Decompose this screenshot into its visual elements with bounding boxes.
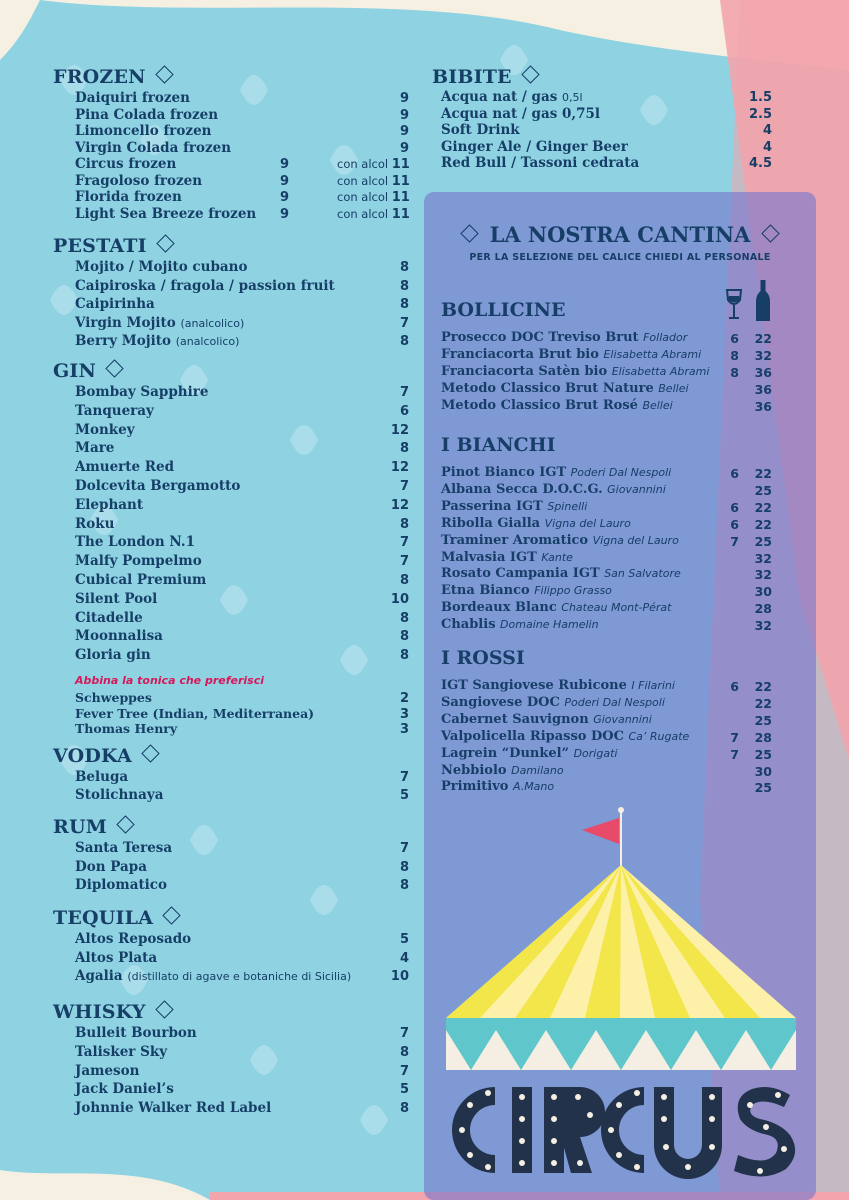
tonic-price: 3	[399, 722, 409, 737]
item-price: 5	[399, 1082, 409, 1098]
menu-item-name	[75, 497, 143, 513]
bottle-price: 32	[754, 550, 772, 566]
alcohol-price-value: 11	[391, 206, 410, 222]
circus-tent-illustration	[440, 800, 800, 1075]
drink-price: 2.5	[748, 106, 772, 122]
item-price: 8	[399, 334, 409, 349]
diamond-icon	[521, 65, 539, 83]
section-title	[53, 745, 157, 767]
wine-row	[441, 550, 573, 565]
menu-item-name	[75, 156, 176, 172]
wine-row	[441, 729, 689, 744]
drink-price: 4	[762, 139, 772, 155]
drink-name	[441, 155, 639, 171]
menu-item-name	[75, 440, 114, 456]
menu-item-name	[75, 189, 182, 205]
drink-price: 1.5	[748, 90, 772, 105]
wine-name: Malvasia IGT	[441, 549, 537, 565]
section-title	[53, 235, 172, 257]
item-name: Jameson	[75, 1062, 140, 1079]
bottle-price: 22	[754, 499, 772, 515]
wine-row	[441, 533, 679, 548]
item-price: 8	[399, 1044, 409, 1060]
menu-item-name	[75, 459, 174, 475]
item-name: Fragoloso frozen	[75, 172, 203, 189]
diamond-icon	[105, 359, 123, 377]
item-name: Diplomatico	[75, 877, 168, 893]
wine-name: Lagrein “Dunkel”	[441, 745, 570, 761]
wine-producer: Dorigati	[573, 746, 618, 760]
wine-producer: Damilano	[511, 763, 564, 777]
wine-name: Traminer Aromatico	[441, 532, 589, 548]
item-name: Florida frozen	[75, 189, 182, 205]
menu-item-name	[75, 553, 202, 569]
diamond-icon	[141, 744, 159, 762]
item-price: 8	[399, 610, 409, 626]
item-name: Tanqueray	[75, 402, 154, 419]
alcohol-price-value: 11	[391, 190, 410, 205]
wine-row	[441, 763, 564, 778]
wine-row	[441, 566, 681, 581]
item-name: Roku	[75, 515, 115, 532]
wine-producer: Kante	[541, 550, 573, 564]
item-name: Johnnie Walker Red Label	[75, 1100, 272, 1117]
item-price: 7	[399, 770, 409, 785]
item-name: Elephant	[75, 496, 144, 513]
bottle-price: 22	[754, 331, 772, 346]
wine-row	[441, 617, 599, 632]
wine-name: IGT Sangiovese Rubicone	[441, 678, 627, 693]
diamond-icon	[762, 224, 780, 242]
wine-name: Nebbiolo	[441, 762, 507, 778]
section-title-text: RUM	[53, 816, 107, 838]
bottle-price: 25	[754, 780, 772, 796]
item-price: 10	[390, 591, 409, 607]
menu-item-name	[75, 173, 202, 189]
wine-row	[441, 678, 675, 693]
glass-price: 8	[730, 348, 739, 363]
glass-price: 8	[730, 365, 739, 380]
cantina-title	[424, 222, 816, 247]
wine-row	[441, 330, 687, 345]
wine-producer: Spinelli	[547, 499, 588, 513]
item-price: 5	[399, 787, 409, 803]
menu-item-name	[75, 1025, 197, 1041]
wine-name: Valpolicella Ripasso DOC	[441, 728, 624, 744]
alcohol-label: con alcol	[337, 173, 389, 188]
bottle-price: 22	[754, 679, 772, 694]
glass-price: 6	[730, 516, 739, 532]
section-title	[53, 66, 171, 88]
drink-name-text: Ginger Ale / Ginger Beer	[441, 138, 628, 155]
item-name: Virgin Mojito	[75, 314, 176, 331]
wine-producer: San Salvatore	[604, 567, 681, 581]
wine-name: Franciacorta Brut bio	[441, 347, 599, 362]
bottle-price: 22	[754, 516, 772, 532]
drink-name	[441, 139, 628, 155]
wine-name: Cabernet Sauvignon	[441, 711, 589, 727]
menu-item-name	[75, 296, 155, 312]
bottle-price: 25	[754, 482, 772, 498]
tonic-name: Fever Tree (Indian, Mediterranea)	[75, 705, 315, 721]
item-price: 7	[399, 1063, 409, 1079]
wine-group-title: I ROSSI	[441, 647, 525, 669]
item-price: 9	[279, 157, 289, 172]
item-price: 12	[390, 422, 409, 438]
wine-producer: Poderi Dal Nespoli	[564, 695, 665, 709]
alcohol-price	[337, 157, 410, 172]
wine-producer: Vigna del Lauro	[592, 533, 679, 547]
section-title	[53, 816, 132, 838]
item-price: 8	[399, 648, 409, 664]
wine-name: Chablis	[441, 617, 496, 633]
item-price: 4	[399, 950, 409, 966]
glass-price: 7	[730, 729, 739, 745]
section-title-text: PESTATI	[53, 235, 147, 257]
wine-row	[441, 364, 709, 379]
item-price: 7	[399, 1026, 409, 1041]
wine-name: Pinot Bianco IGT	[441, 465, 567, 480]
bottle-price: 36	[754, 382, 772, 397]
item-name: Moonnalisa	[75, 628, 163, 645]
item-price: 9	[279, 173, 289, 189]
section-title	[53, 907, 178, 929]
wine-name: Etna Bianco	[441, 583, 530, 599]
drink-name	[441, 89, 583, 105]
item-name: Berry Mojito	[75, 333, 171, 349]
menu-item-name	[75, 107, 218, 123]
item-name: Gloria gin	[75, 647, 151, 664]
menu-item-name	[75, 384, 208, 400]
cantina-subtitle: PER LA SELEZIONE DEL CALICE CHIEDI AL PERSONALE	[469, 252, 771, 263]
wine-row	[441, 712, 652, 727]
circus-logo	[440, 1075, 800, 1189]
wine-producer: Giovannini	[607, 482, 666, 496]
item-name: Agalia	[75, 968, 123, 984]
bottle-price: 22	[754, 695, 772, 711]
item-name: Citadelle	[75, 609, 143, 626]
item-name: Pina Colada frozen	[75, 106, 219, 123]
wine-row	[441, 499, 587, 514]
wine-row	[441, 482, 666, 497]
wine-producer: Domaine Hamelin	[500, 618, 599, 632]
diamond-icon	[460, 224, 478, 242]
item-price: 8	[399, 629, 409, 645]
alcohol-label: con alcol	[337, 190, 389, 204]
bottle-price: 32	[754, 567, 772, 583]
wine-group-title: I BIANCHI	[441, 434, 556, 456]
menu-item-name	[75, 422, 135, 438]
glass-price: 7	[730, 533, 739, 549]
item-name: Santa Teresa	[75, 840, 173, 856]
tonic-name: Thomas Henry	[75, 721, 178, 736]
item-name: Cubical Premium	[75, 572, 207, 588]
item-name: Circus frozen	[75, 156, 177, 172]
section-title-text: FROZEN	[53, 66, 146, 88]
menu-item-name	[75, 931, 191, 947]
wine-row	[441, 695, 665, 710]
wine-producer: Bellei	[642, 399, 673, 412]
wine-row	[441, 600, 671, 615]
tonic-price: 3	[399, 706, 409, 722]
menu-item-name	[75, 591, 157, 607]
item-name: Light Sea Breeze frozen	[75, 205, 257, 222]
menu-item-name	[75, 572, 206, 588]
item-note: (analcolico)	[180, 316, 245, 330]
wine-producer: A.Mano	[512, 780, 555, 794]
section-title-text: VODKA	[53, 745, 132, 767]
item-name: Don Papa	[75, 858, 147, 875]
item-price: 9	[399, 140, 409, 156]
drink-size: 0,5l	[562, 91, 583, 104]
item-name: Dolcevita Bergamotto	[75, 478, 241, 494]
item-price: 12	[390, 497, 409, 513]
bottle-price: 28	[754, 601, 772, 617]
item-price: 8	[399, 859, 409, 875]
item-name: Jack Daniel’s	[75, 1081, 174, 1098]
section-title-text: BIBITE	[432, 66, 512, 88]
item-name: Monkey	[75, 421, 135, 438]
menu-item-name	[75, 90, 190, 106]
item-name: Altos Reposado	[75, 931, 192, 947]
wine-producer: Poderi Dal Nespoli	[570, 466, 672, 479]
wine-producer: Giovannini	[593, 712, 652, 726]
item-price: 7	[399, 841, 409, 856]
menu-item-name	[75, 206, 256, 222]
item-name: Silent Pool	[75, 590, 158, 607]
wine-row	[441, 381, 689, 396]
cantina-title-text: LA NOSTRA CANTINA	[489, 222, 751, 247]
drink-name	[441, 106, 600, 122]
diamond-icon	[116, 815, 134, 833]
item-price: 8	[399, 1101, 409, 1117]
wine-producer: Elisabetta Abrami	[611, 365, 710, 378]
item-name: Caipiroska / fragola / passion fruit	[75, 277, 335, 294]
drink-name-text: Red Bull / Tassoni cedrata	[441, 155, 640, 171]
item-name: Amuerte Red	[75, 459, 175, 476]
menu-item-name	[75, 769, 128, 785]
item-note: (analcolico)	[175, 335, 240, 348]
menu-item-name	[75, 1100, 271, 1116]
drink-name-text: Acqua nat / gas	[441, 89, 558, 105]
diamond-icon	[155, 65, 173, 83]
wine-producer: Bellei	[658, 382, 689, 395]
wine-group-title: BOLLICINE	[441, 299, 566, 321]
wine-producer: I Filarini	[631, 679, 675, 692]
item-price: 9	[279, 190, 289, 205]
menu-item-name	[75, 787, 163, 803]
wine-name: Ribolla Gialla	[441, 515, 541, 531]
glass-price: 6	[730, 466, 739, 481]
wine-glass-icon	[724, 288, 744, 322]
item-name: Caipirinha	[75, 296, 155, 312]
item-price: 8	[399, 278, 409, 294]
diamond-icon	[155, 1000, 173, 1018]
wine-producer: Follador	[643, 331, 688, 344]
menu-item-name	[75, 403, 154, 419]
glass-price: 6	[730, 331, 739, 346]
drink-name-text: Acqua nat / gas 0,75l	[441, 105, 601, 122]
circus-logo-graphic	[440, 1075, 800, 1185]
menu-item-name	[75, 315, 244, 331]
glass-price: 6	[730, 499, 739, 515]
wine-producer: Filippo Grasso	[534, 584, 612, 598]
item-price: 12	[390, 460, 409, 476]
item-price: 7	[399, 479, 409, 494]
menu-item-name	[75, 516, 114, 532]
wine-name: Bordeaux Blanc	[441, 600, 557, 616]
section-title	[53, 1001, 171, 1023]
item-name: Talisker Sky	[75, 1043, 168, 1060]
tonic-name: Schweppes	[75, 690, 152, 705]
item-price: 9	[399, 124, 409, 139]
alcohol-price	[337, 207, 410, 222]
item-price: 6	[399, 403, 409, 419]
wine-name: Passerina IGT	[441, 498, 543, 514]
bottle-price: 30	[754, 584, 772, 600]
tonic-price: 2	[399, 691, 409, 706]
item-name: Daiquiri frozen	[75, 90, 190, 106]
alcohol-label: con alcol	[337, 157, 389, 171]
item-price: 8	[399, 878, 409, 893]
wine-producer: Ca’ Rugate	[628, 729, 690, 743]
bottle-price: 25	[754, 746, 772, 762]
wine-row	[441, 398, 673, 413]
alcohol-price	[337, 190, 410, 205]
item-price: 10	[390, 969, 409, 984]
menu-item-name	[75, 950, 157, 966]
item-name: Altos Plata	[75, 949, 158, 966]
alcohol-price-value: 11	[391, 157, 410, 172]
drink-name-text: Soft Drink	[441, 122, 520, 138]
bottle-price: 32	[754, 618, 772, 634]
bottle-price: 32	[754, 348, 772, 363]
item-price: 7	[399, 385, 409, 400]
section-title-text: WHISKY	[53, 1001, 146, 1023]
glass-price: 6	[730, 679, 739, 694]
wine-name: Sangiovese DOC	[441, 694, 560, 710]
menu-item-name	[75, 840, 172, 856]
item-name: Bulleit Bourbon	[75, 1025, 197, 1041]
item-price: 7	[399, 315, 409, 331]
alcohol-label: con alcol	[337, 206, 389, 221]
wine-name: Metodo Classico Brut Rosé	[441, 398, 638, 413]
menu-item-name	[75, 478, 240, 494]
item-price: 5	[399, 932, 409, 947]
bottle-price: 25	[754, 533, 772, 549]
section-title-text: GIN	[53, 360, 97, 382]
bottle-price: 30	[754, 763, 772, 779]
menu-item-name	[75, 859, 147, 875]
wine-row	[441, 583, 612, 598]
menu-item-name	[75, 968, 351, 984]
diamond-icon	[162, 906, 180, 924]
menu-item-name	[75, 877, 167, 893]
wine-name: Franciacorta Satèn bio	[441, 364, 608, 379]
menu-item-name	[75, 278, 335, 294]
item-name: Virgin Colada frozen	[75, 139, 232, 156]
menu-item-name	[75, 123, 212, 139]
wine-name: Rosato Campania IGT	[441, 566, 600, 582]
item-name: The London N.1	[75, 534, 195, 551]
menu-item-name	[75, 333, 239, 349]
item-price: 7	[399, 554, 409, 570]
bottle-price: 28	[754, 729, 772, 745]
item-name: Mojito / Mojito cubano	[75, 259, 248, 275]
item-name: Bombay Sapphire	[75, 384, 209, 400]
diamond-icon	[156, 234, 174, 252]
wine-name: Albana Secca D.O.C.G.	[441, 481, 603, 497]
wine-name: Metodo Classico Brut Nature	[441, 381, 654, 396]
item-price: 9	[399, 107, 409, 123]
bottle-price: 36	[754, 365, 772, 380]
item-price: 8	[399, 260, 409, 275]
menu-item-name	[75, 259, 247, 275]
item-note: (distillato di agave e botaniche di Sicilia)	[127, 970, 352, 983]
item-price: 8	[399, 516, 409, 532]
wine-producer: Elisabetta Abrami	[603, 348, 702, 361]
menu-item-name	[75, 140, 231, 156]
drink-price: 4.5	[748, 156, 772, 171]
glass-price: 7	[730, 746, 739, 762]
item-name: Stolichnaya	[75, 786, 164, 803]
wine-row	[441, 516, 631, 531]
item-price: 9	[399, 91, 409, 106]
item-price: 9	[279, 206, 289, 222]
drink-name	[441, 122, 520, 138]
menu-item-name	[75, 610, 143, 626]
item-price: 8	[399, 573, 409, 588]
item-name: Beluga	[75, 769, 129, 785]
wine-producer: Chateau Mont-Pérat	[561, 601, 672, 615]
bottle-price: 25	[754, 712, 772, 728]
item-price: 8	[399, 297, 409, 312]
menu-item-name	[75, 647, 151, 663]
item-price: 7	[399, 535, 409, 551]
alcohol-price-value: 11	[391, 173, 410, 189]
menu-item-name	[75, 1044, 167, 1060]
drink-price: 4	[762, 123, 772, 138]
alcohol-price	[337, 174, 410, 189]
item-name: Mare	[75, 440, 115, 457]
wine-row	[441, 779, 554, 794]
section-title-text: TEQUILA	[53, 907, 154, 929]
bottle-price: 22	[754, 466, 772, 481]
menu-item-name	[75, 1081, 174, 1097]
section-title	[53, 360, 121, 382]
wine-name: Primitivo	[441, 779, 509, 795]
bottle-price: 36	[754, 399, 772, 414]
wine-producer: Vigna del Lauro	[544, 516, 631, 530]
tonic-note: Abbina la tonica che preferisci	[75, 674, 265, 687]
wine-row	[441, 347, 701, 362]
wine-row	[441, 746, 617, 761]
menu-item-name	[75, 534, 195, 550]
item-name: Limoncello frozen	[75, 123, 212, 139]
wine-name: Prosecco DOC Treviso Brut	[441, 330, 639, 345]
item-name: Malfy Pompelmo	[75, 553, 202, 570]
wine-row	[441, 465, 671, 480]
section-title	[432, 66, 537, 88]
item-price: 8	[399, 441, 409, 457]
menu-item-name	[75, 628, 163, 644]
menu-item-name	[75, 1063, 139, 1079]
wine-bottle-icon	[755, 279, 771, 323]
